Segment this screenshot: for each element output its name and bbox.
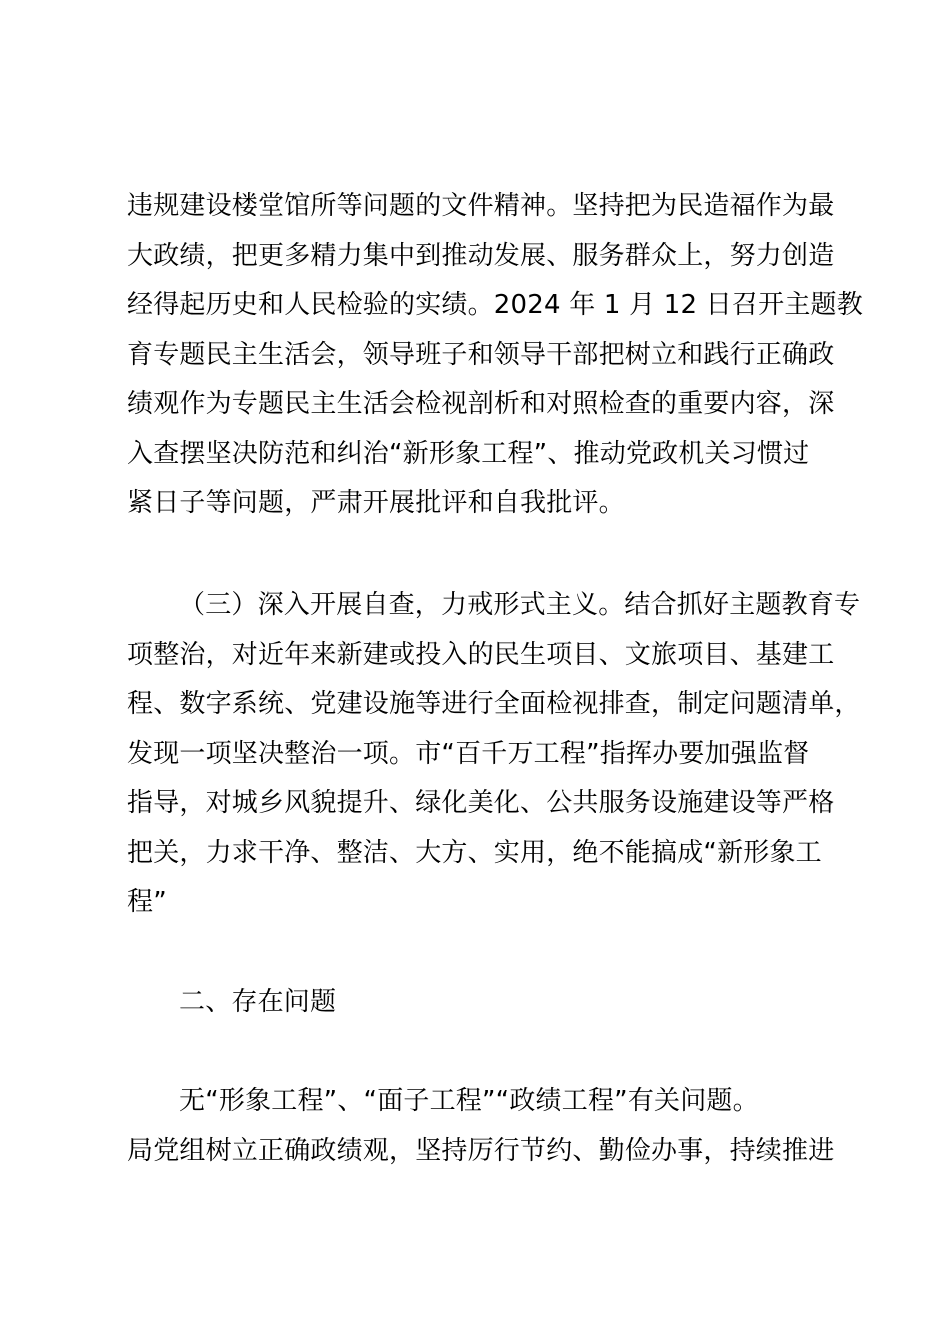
text-line: 紧日子等问题，严肃开展批评和自我批评。 [127,488,625,518]
text-line: 绩观作为专题民主生活会检视剖析和对照检查的重要内容，深 [127,389,835,419]
text-line: 项整治，对近年来新建或投入的民生项目、文旅项目、基建工 [127,639,835,670]
text-line: 程” [127,887,167,917]
text-line: 育专题民主生活会，领导班子和领导干部把树立和践行正确政 [127,339,835,370]
text-line: 局党组树立正确政绩观，坚持厉行节约、勤俭办事，持续推进 [127,1135,835,1166]
paragraph-continuation [127,182,863,529]
text-line: 大政绩，把更多精力集中到推动发展、服务群众上，努力创造 [127,240,835,271]
section-heading-text: 二、存在问题 [179,987,337,1017]
text-line: 把关，力求干净、整洁、大方、实用，绝不能搞成“新形象工 [127,837,822,868]
text-line: 无“形象工程”、“面子工程”“政绩工程”有关问题。 [179,1086,759,1116]
text-line: 违规建设楼堂馆所等问题的文件精神。坚持把为民造福作为最 [127,191,835,221]
paragraph-issues [127,1077,839,1176]
section-heading [127,978,839,1028]
text-line: 入查摆坚决防范和纠治“新形象工程”、推动党政机关习惯过 [127,438,810,469]
text-line: 程、数字系统、党建设施等进行全面检视排查，制定问题清单， [127,689,861,719]
text-line: 指导，对城乡风貌提升、绿化美化、公共服务设施建设等严格 [127,788,835,818]
text-line: 经得起历史和人民检验的实绩。2024 年 1 月 12 日召开主题教 [127,290,863,320]
text-line: 发现一项坚决整治一项。市“百千万工程”指挥办要加强监督 [127,738,810,769]
paragraph-self-inspection [127,581,861,928]
text-line: （三）深入开展自查，力戒形式主义。结合抓好主题教育专 [179,590,861,620]
